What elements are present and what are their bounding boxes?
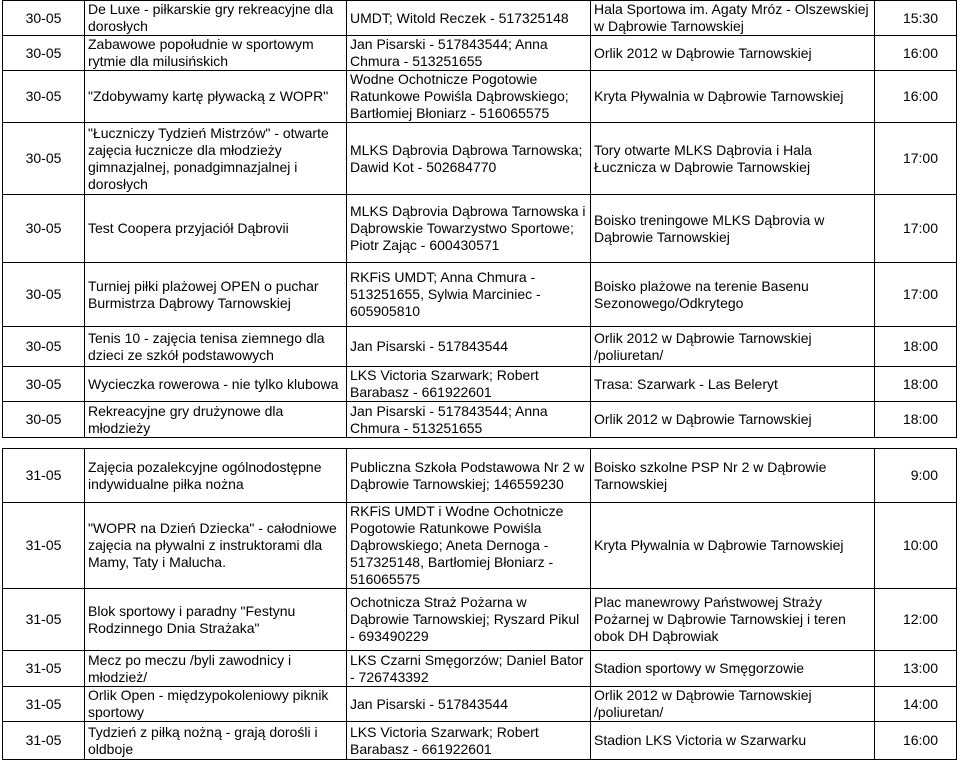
table-row: [3, 36, 957, 71]
table-row: [3, 263, 957, 327]
place-cell: Orlik 2012 w Dąbrowie Tarnowskiej /poliuretan/: [591, 327, 875, 367]
time-cell: 18:00: [875, 327, 957, 367]
time-cell: 17:00: [875, 195, 957, 263]
date-cell: 31-05: [3, 503, 85, 589]
event-cell: Zabawowe popołudnie w sportowym rytmie dla milusińskich: [85, 36, 347, 71]
event-cell: "Zdobywamy kartę pływacką z WOPR": [85, 71, 347, 123]
time-cell: 18:00: [875, 367, 957, 402]
event-cell: Test Coopera przyjaciół Dąbrovii: [85, 195, 347, 263]
time-cell: 15:30: [875, 1, 957, 36]
event-cell: Zajęcia pozalekcyjne ogólnodostępne indywidualne piłka nożna: [85, 449, 347, 503]
date-cell: 30-05: [3, 195, 85, 263]
date-cell: 31-05: [3, 589, 85, 651]
date-cell: 30-05: [3, 1, 85, 36]
organizer-cell: LKS Victoria Szarwark; Robert Barabasz - 661922601: [347, 722, 591, 760]
date-cell: 30-05: [3, 263, 85, 327]
event-cell: Orlik Open - międzypokoleniowy piknik sportowy: [85, 687, 347, 722]
place-cell: Stadion LKS Victoria w Szarwarku: [591, 722, 875, 760]
organizer-cell: LKS Czarni Smęgorzów; Daniel Bator - 726743392: [347, 651, 591, 687]
table-row: [3, 449, 957, 503]
table-row: [3, 503, 957, 589]
date-cell: 30-05: [3, 402, 85, 438]
organizer-cell: Ochotnicza Straż Pożarna w Dąbrowie Tarnowskiej; Ryszard Pikul - 693490229: [347, 589, 591, 651]
place-cell: Orlik 2012 w Dąbrowie Tarnowskiej /poliuretan/: [591, 687, 875, 722]
event-cell: De Luxe - piłkarskie gry rekreacyjne dla dorosłych: [85, 1, 347, 36]
organizer-cell: UMDT; Witold Reczek - 517325148: [347, 1, 591, 36]
organizer-cell: RKFiS UMDT i Wodne Ochotnicze Pogotowie Ratunkowe Powiśla Dąbrowskiego; Aneta Dernoga - 517325148, Bartłomiej Błoniarz - 516065575: [347, 503, 591, 589]
time-cell: 12:00: [875, 589, 957, 651]
event-cell: "Łuczniczy Tydzień Mistrzów" - otwarte zajęcia łucznicze dla młodzieży gimnazjalnej, ponadgimnazjalnej i dorosłych: [85, 123, 347, 195]
time-cell: 18:00: [875, 402, 957, 438]
schedule-table-31-05-body: [3, 449, 957, 760]
organizer-cell: MLKS Dąbrovia Dąbrowa Tarnowska i Dąbrowskie Towarzystwo Sportowe; Piotr Zając - 600430571: [347, 195, 591, 263]
place-cell: Boisko plażowe na terenie Basenu Sezonowego/Odkrytego: [591, 263, 875, 327]
event-cell: Mecz po meczu /byli zawodnicy i młodzież/: [85, 651, 347, 687]
organizer-cell: RKFiS UMDT; Anna Chmura - 513251655, Sylwia Marciniec - 605905810: [347, 263, 591, 327]
organizer-cell: Wodne Ochotnicze Pogotowie Ratunkowe Powiśla Dąbrowskiego; Bartłomiej Błoniarz - 516065575: [347, 71, 591, 123]
event-cell: "WOPR na Dzień Dziecka" - całodniowe zajęcia na pływalni z instruktorami dla Mamy, Taty i Malucha.: [85, 503, 347, 589]
table-row: [3, 195, 957, 263]
organizer-cell: Jan Pisarski - 517843544; Anna Chmura - 513251655: [347, 402, 591, 438]
schedule-table-30-05: [2, 0, 957, 438]
place-cell: Orlik 2012 w Dąbrowie Tarnowskiej: [591, 36, 875, 71]
event-cell: Rekreacyjne gry drużynowe dla młodzieży: [85, 402, 347, 438]
place-cell: Hala Sportowa im. Agaty Mróz - Olszewskiej w Dąbrowie Tarnowskiej: [591, 1, 875, 36]
table-row: [3, 123, 957, 195]
event-cell: Turniej piłki plażowej OPEN o puchar Burmistrza Dąbrowy Tarnowskiej: [85, 263, 347, 327]
schedule-table-31-05: [2, 448, 957, 760]
table-row: [3, 367, 957, 402]
date-cell: 30-05: [3, 36, 85, 71]
time-cell: 14:00: [875, 687, 957, 722]
date-cell: 30-05: [3, 123, 85, 195]
time-cell: 16:00: [875, 722, 957, 760]
schedule-table-30-05-body: [3, 1, 957, 438]
table-row: [3, 402, 957, 438]
table-row: [3, 71, 957, 123]
table-row: [3, 589, 957, 651]
event-cell: Tydzień z piłką nożną - grają dorośli i oldboje: [85, 722, 347, 760]
place-cell: Orlik 2012 w Dąbrowie Tarnowskiej: [591, 402, 875, 438]
date-cell: 31-05: [3, 722, 85, 760]
place-cell: Stadion sportowy w Smęgorzowie: [591, 651, 875, 687]
place-cell: Trasa: Szarwark - Las Beleryt: [591, 367, 875, 402]
time-cell: 17:00: [875, 263, 957, 327]
time-cell: 9:00: [875, 449, 957, 503]
table-row: [3, 687, 957, 722]
time-cell: 16:00: [875, 71, 957, 123]
table-row: [3, 651, 957, 687]
date-cell: 30-05: [3, 71, 85, 123]
date-cell: 30-05: [3, 367, 85, 402]
time-cell: 13:00: [875, 651, 957, 687]
place-cell: Kryta Pływalnia w Dąbrowie Tarnowskiej: [591, 71, 875, 123]
time-cell: 16:00: [875, 36, 957, 71]
time-cell: 10:00: [875, 503, 957, 589]
place-cell: Plac manewrowy Państwowej Straży Pożarnej w Dąbrowie Tarnowskiej i teren obok DH Dąbrowiak: [591, 589, 875, 651]
place-cell: Kryta Pływalnia w Dąbrowie Tarnowskiej: [591, 503, 875, 589]
organizer-cell: MLKS Dąbrovia Dąbrowa Tarnowska; Dawid Kot - 502684770: [347, 123, 591, 195]
table-row: [3, 1, 957, 36]
date-cell: 30-05: [3, 327, 85, 367]
event-cell: Blok sportowy i paradny "Festynu Rodzinnego Dnia Strażaka": [85, 589, 347, 651]
organizer-cell: Publiczna Szkoła Podstawowa Nr 2 w Dąbrowie Tarnowskiej; 146559230: [347, 449, 591, 503]
date-cell: 31-05: [3, 449, 85, 503]
organizer-cell: Jan Pisarski - 517843544: [347, 687, 591, 722]
date-cell: 31-05: [3, 687, 85, 722]
place-cell: Tory otwarte MLKS Dąbrovia i Hala Łucznicza w Dąbrowie Tarnowskiej: [591, 123, 875, 195]
place-cell: Boisko treningowe MLKS Dąbrovia w Dąbrowie Tarnowskiej: [591, 195, 875, 263]
place-cell: Boisko szkolne PSP Nr 2 w Dąbrowie Tarnowskiej: [591, 449, 875, 503]
organizer-cell: Jan Pisarski - 517843544; Anna Chmura - 513251655: [347, 36, 591, 71]
table-row: [3, 722, 957, 760]
organizer-cell: LKS Victoria Szarwark; Robert Barabasz - 661922601: [347, 367, 591, 402]
event-cell: Tenis 10 - zajęcia tenisa ziemnego dla dzieci ze szkół podstawowych: [85, 327, 347, 367]
organizer-cell: Jan Pisarski - 517843544: [347, 327, 591, 367]
date-cell: 31-05: [3, 651, 85, 687]
table-row: [3, 327, 957, 367]
time-cell: 17:00: [875, 123, 957, 195]
event-cell: Wycieczka rowerowa - nie tylko klubowa: [85, 367, 347, 402]
